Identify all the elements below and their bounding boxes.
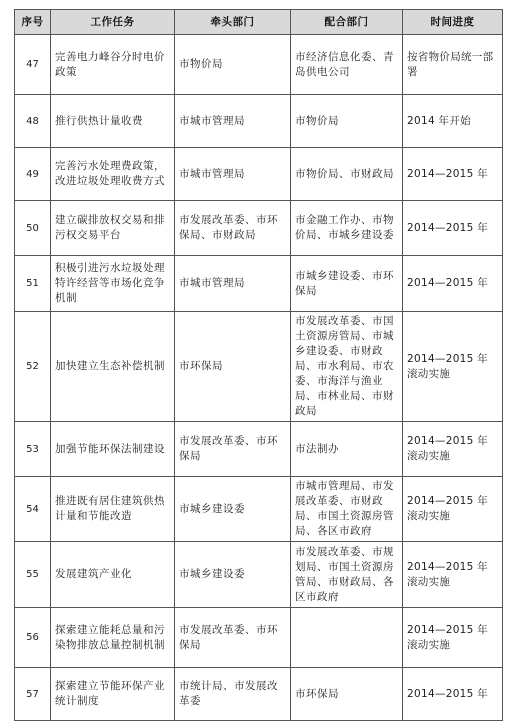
assist-dept-cell: 市物价局、市财政局 [291, 148, 403, 201]
lead-dept-cell: 市城市管理局 [175, 148, 291, 201]
assist-dept-cell [291, 608, 403, 668]
schedule-cell: 按省物价局统一部署 [403, 35, 503, 95]
table-row [15, 95, 503, 148]
schedule-cell: 2014—2015 年 [403, 148, 503, 201]
task-cell: 完善电力峰谷分时电价政策 [51, 35, 175, 95]
table-row [15, 608, 503, 668]
schedule-cell: 2014—2015 年 [403, 256, 503, 312]
schedule-cell: 2014—2015 年 [403, 201, 503, 256]
assist-dept-cell: 市金融工作办、市物价局、市城乡建设委 [291, 201, 403, 256]
row-number: 57 [15, 668, 51, 721]
schedule-cell: 2014—2015 年滚动实施 [403, 542, 503, 608]
table-row [15, 668, 503, 721]
row-number: 55 [15, 542, 51, 608]
row-number: 47 [15, 35, 51, 95]
row-number: 49 [15, 148, 51, 201]
assist-dept-cell: 市城市管理局、市发展改革委、市财政局、市国土资源房管局、各区市政府 [291, 477, 403, 542]
row-number: 48 [15, 95, 51, 148]
assist-dept-cell: 市发展改革委、市国土资源房管局、市城乡建设委、市财政局、市水利局、市农委、市海洋与渔业局、市林业局、市财政局 [291, 312, 403, 422]
task-cell: 建立碳排放权交易和排污权交易平台 [51, 201, 175, 256]
table-header-row [15, 10, 503, 35]
lead-dept-cell: 市环保局 [175, 312, 291, 422]
schedule-cell: 2014 年开始 [403, 95, 503, 148]
table-row [15, 477, 503, 542]
table-row [15, 148, 503, 201]
row-number: 53 [15, 422, 51, 477]
table-row [15, 312, 503, 422]
lead-dept-cell: 市城乡建设委 [175, 477, 291, 542]
row-number: 50 [15, 201, 51, 256]
task-cell: 探索建立能耗总量和污染物排放总量控制机制 [51, 608, 175, 668]
assist-dept-cell: 市环保局 [291, 668, 403, 721]
assist-dept-cell: 市经济信息化委、青岛供电公司 [291, 35, 403, 95]
task-cell: 加强节能环保法制建设 [51, 422, 175, 477]
task-cell: 积极引进污水垃圾处理特许经营等市场化竞争机制 [51, 256, 175, 312]
header-assist: 配合部门 [291, 10, 403, 35]
row-number: 51 [15, 256, 51, 312]
lead-dept-cell: 市城市管理局 [175, 256, 291, 312]
assist-dept-cell: 市发展改革委、市规划局、市国土资源房管局、市财政局、各区市政府 [291, 542, 403, 608]
table-row [15, 35, 503, 95]
schedule-cell: 2014—2015 年滚动实施 [403, 312, 503, 422]
assist-dept-cell: 市法制办 [291, 422, 403, 477]
assist-dept-cell: 市物价局 [291, 95, 403, 148]
header-lead: 牵头部门 [175, 10, 291, 35]
lead-dept-cell: 市发展改革委、市环保局 [175, 608, 291, 668]
task-cell: 完善污水处理费政策，改进垃圾处理收费方式 [51, 148, 175, 201]
task-cell: 探索建立节能环保产业统计制度 [51, 668, 175, 721]
schedule-cell: 2014—2015 年滚动实施 [403, 477, 503, 542]
table-row [15, 256, 503, 312]
task-table [14, 9, 503, 721]
table-row [15, 542, 503, 608]
assist-dept-cell: 市城乡建设委、市环保局 [291, 256, 403, 312]
schedule-cell: 2014—2015 年 [403, 668, 503, 721]
task-cell: 加快建立生态补偿机制 [51, 312, 175, 422]
lead-dept-cell: 市物价局 [175, 35, 291, 95]
lead-dept-cell: 市发展改革委、市环保局 [175, 422, 291, 477]
lead-dept-cell: 市城市管理局 [175, 95, 291, 148]
table-row [15, 201, 503, 256]
task-cell: 推进既有居住建筑供热计量和节能改造 [51, 477, 175, 542]
task-cell: 发展建筑产业化 [51, 542, 175, 608]
lead-dept-cell: 市城乡建设委 [175, 542, 291, 608]
task-cell: 推行供热计量收费 [51, 95, 175, 148]
row-number: 56 [15, 608, 51, 668]
header-schedule: 时间进度 [403, 10, 503, 35]
row-number: 54 [15, 477, 51, 542]
schedule-cell: 2014—2015 年滚动实施 [403, 422, 503, 477]
lead-dept-cell: 市统计局、市发展改革委 [175, 668, 291, 721]
header-task: 工作任务 [51, 10, 175, 35]
table-row [15, 422, 503, 477]
header-no: 序号 [15, 10, 51, 35]
schedule-cell: 2014—2015 年滚动实施 [403, 608, 503, 668]
lead-dept-cell: 市发展改革委、市环保局、市财政局 [175, 201, 291, 256]
row-number: 52 [15, 312, 51, 422]
